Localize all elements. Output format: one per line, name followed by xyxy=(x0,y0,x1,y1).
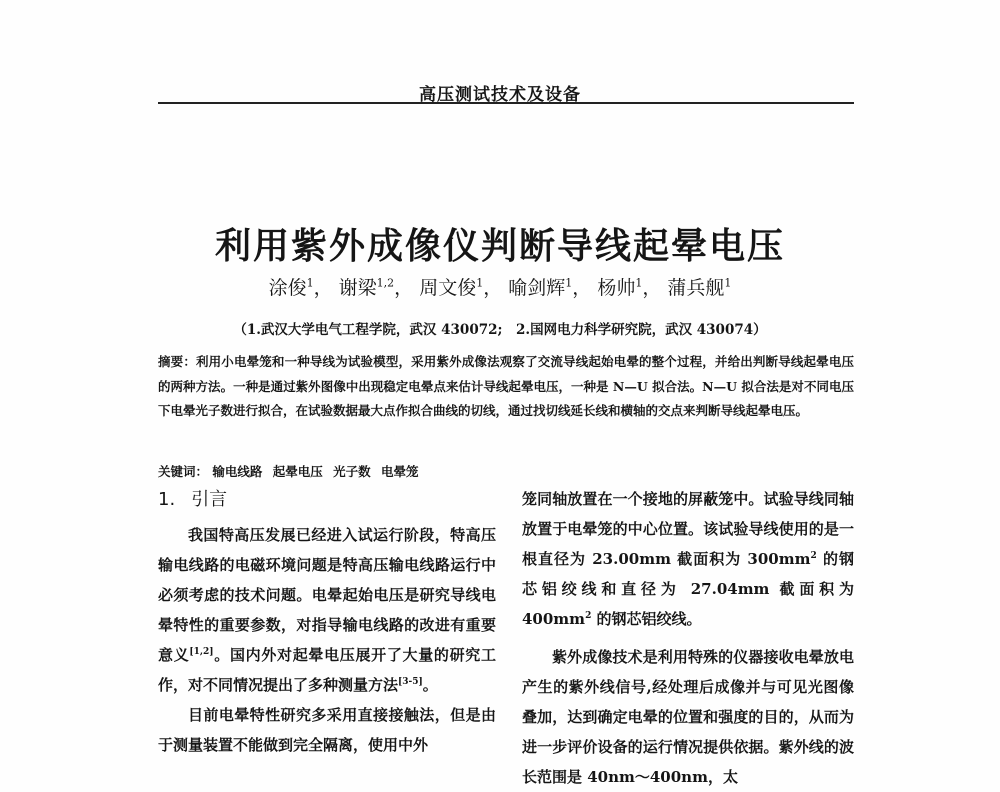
paper-title: 利用紫外成像仪判断导线起晕电压 xyxy=(214,226,785,267)
author-affil-mark: 1 xyxy=(565,276,573,290)
paragraph: 目前电晕特性研究多采用直接接触法，但是由于测量装置不能做到完全隔离，使用中外 xyxy=(158,706,496,754)
author-affil-mark: 1 xyxy=(476,276,484,290)
paragraph xyxy=(158,520,496,700)
author-list: 涂俊$^1$， 谢梁$^{1,2}$， 周文俊$^1$， 喻剑辉$^1$， 杨帅$^1$， 蒲兵舰$^1$ xyxy=(268,276,732,299)
author-affil-mark: 1 xyxy=(306,276,314,290)
superscript: 2 xyxy=(585,611,592,621)
paragraph: 紫外成像技术是利用特殊的仪器接收电晕放电产生的紫外线信号,经处理后成像并与可见光图像叠加，达到确定电晕的位置和强度的目的，从而为进一步评价设备的运行情况提供依据。紫外线的波长范围是 40nm～400nm，太 xyxy=(522,648,854,786)
citation: [3-5] xyxy=(398,677,423,687)
keyword: 电晕笼 xyxy=(381,464,419,479)
keywords-label: 关键词： xyxy=(158,464,209,479)
author-affil-mark: 1 xyxy=(635,276,643,290)
author-affil-mark: 1 xyxy=(724,276,732,290)
author-name: 周文俊 xyxy=(419,277,477,299)
keyword: 输电线路 xyxy=(212,464,263,479)
section-heading xyxy=(158,485,227,511)
journal-section-header: 高压测试技术及设备 xyxy=(419,85,581,105)
citation: [1,2] xyxy=(189,647,214,657)
keyword: 起晕电压 xyxy=(272,464,323,479)
abstract-text: 利用小电晕笼和一种导线为试验模型，采用紫外成像法观察了交流导线起始电晕的整个过程，并给出判断导线起晕电压的两种方法。一种是通过紫外图像中出现稳定电晕点来估计导线起晕电压，一种是 N—U 拟合法。N—U 拟合法是对不同电压下电晕光子数进行拟合，在试验数据最大点作拟合曲线的切线，通过找切线延长线和横轴的交点来判断导线起晕电压。 xyxy=(158,354,854,418)
author-name: 涂俊 xyxy=(268,277,307,299)
abstract-label: 摘要： xyxy=(158,354,196,369)
paragraph-text: 笼同轴放置在一个接地的屏蔽笼中。试验导线同轴放置于电晕笼的中心位置。该试验导线使用的是一根直径为 23.00mm 截面积为 300mm xyxy=(522,490,854,568)
author-name: 蒲兵舰 xyxy=(667,277,725,299)
affiliations: （1.武汉大学电气工程学院，武汉 430072; 2.国网电力科学研究院，武汉 430074） xyxy=(233,322,767,338)
abstract xyxy=(158,350,854,424)
author-name: 谢梁 xyxy=(338,277,377,299)
header-rule-divider xyxy=(158,102,854,104)
author-affil-mark: 1,2 xyxy=(376,276,395,290)
section-title: 引言 xyxy=(191,489,228,510)
keywords xyxy=(158,462,854,480)
author-name: 喻剑辉 xyxy=(508,277,566,299)
author-name: 杨帅 xyxy=(597,277,636,299)
paragraph-text: 的钢芯铝绞线和直径为 27.04mm 截面积为 400mm xyxy=(522,550,854,628)
keyword: 光子数 xyxy=(333,464,371,479)
superscript: 2 xyxy=(810,551,817,561)
paragraph-text: 。 xyxy=(422,676,438,694)
paragraph-text: 。国内外对起晕电压展开了大量的研究工作，对不同情况提出了多种测量方法 xyxy=(158,646,496,694)
paragraph-text: 我国特高压发展已经进入试运行阶段，特高压输电线路的电磁环境问题是特高压输电线路运行中必须考虑的技术问题。电晕起始电压是研究导线电晕特性的重要参数，对指导输电线路的改进有重要意义 xyxy=(158,526,496,664)
right-column xyxy=(522,484,854,792)
section-number: 1. xyxy=(158,489,176,510)
left-column xyxy=(158,520,496,760)
paragraph xyxy=(522,484,854,634)
paragraph-text: 的钢芯铝绞线。 xyxy=(591,610,702,628)
